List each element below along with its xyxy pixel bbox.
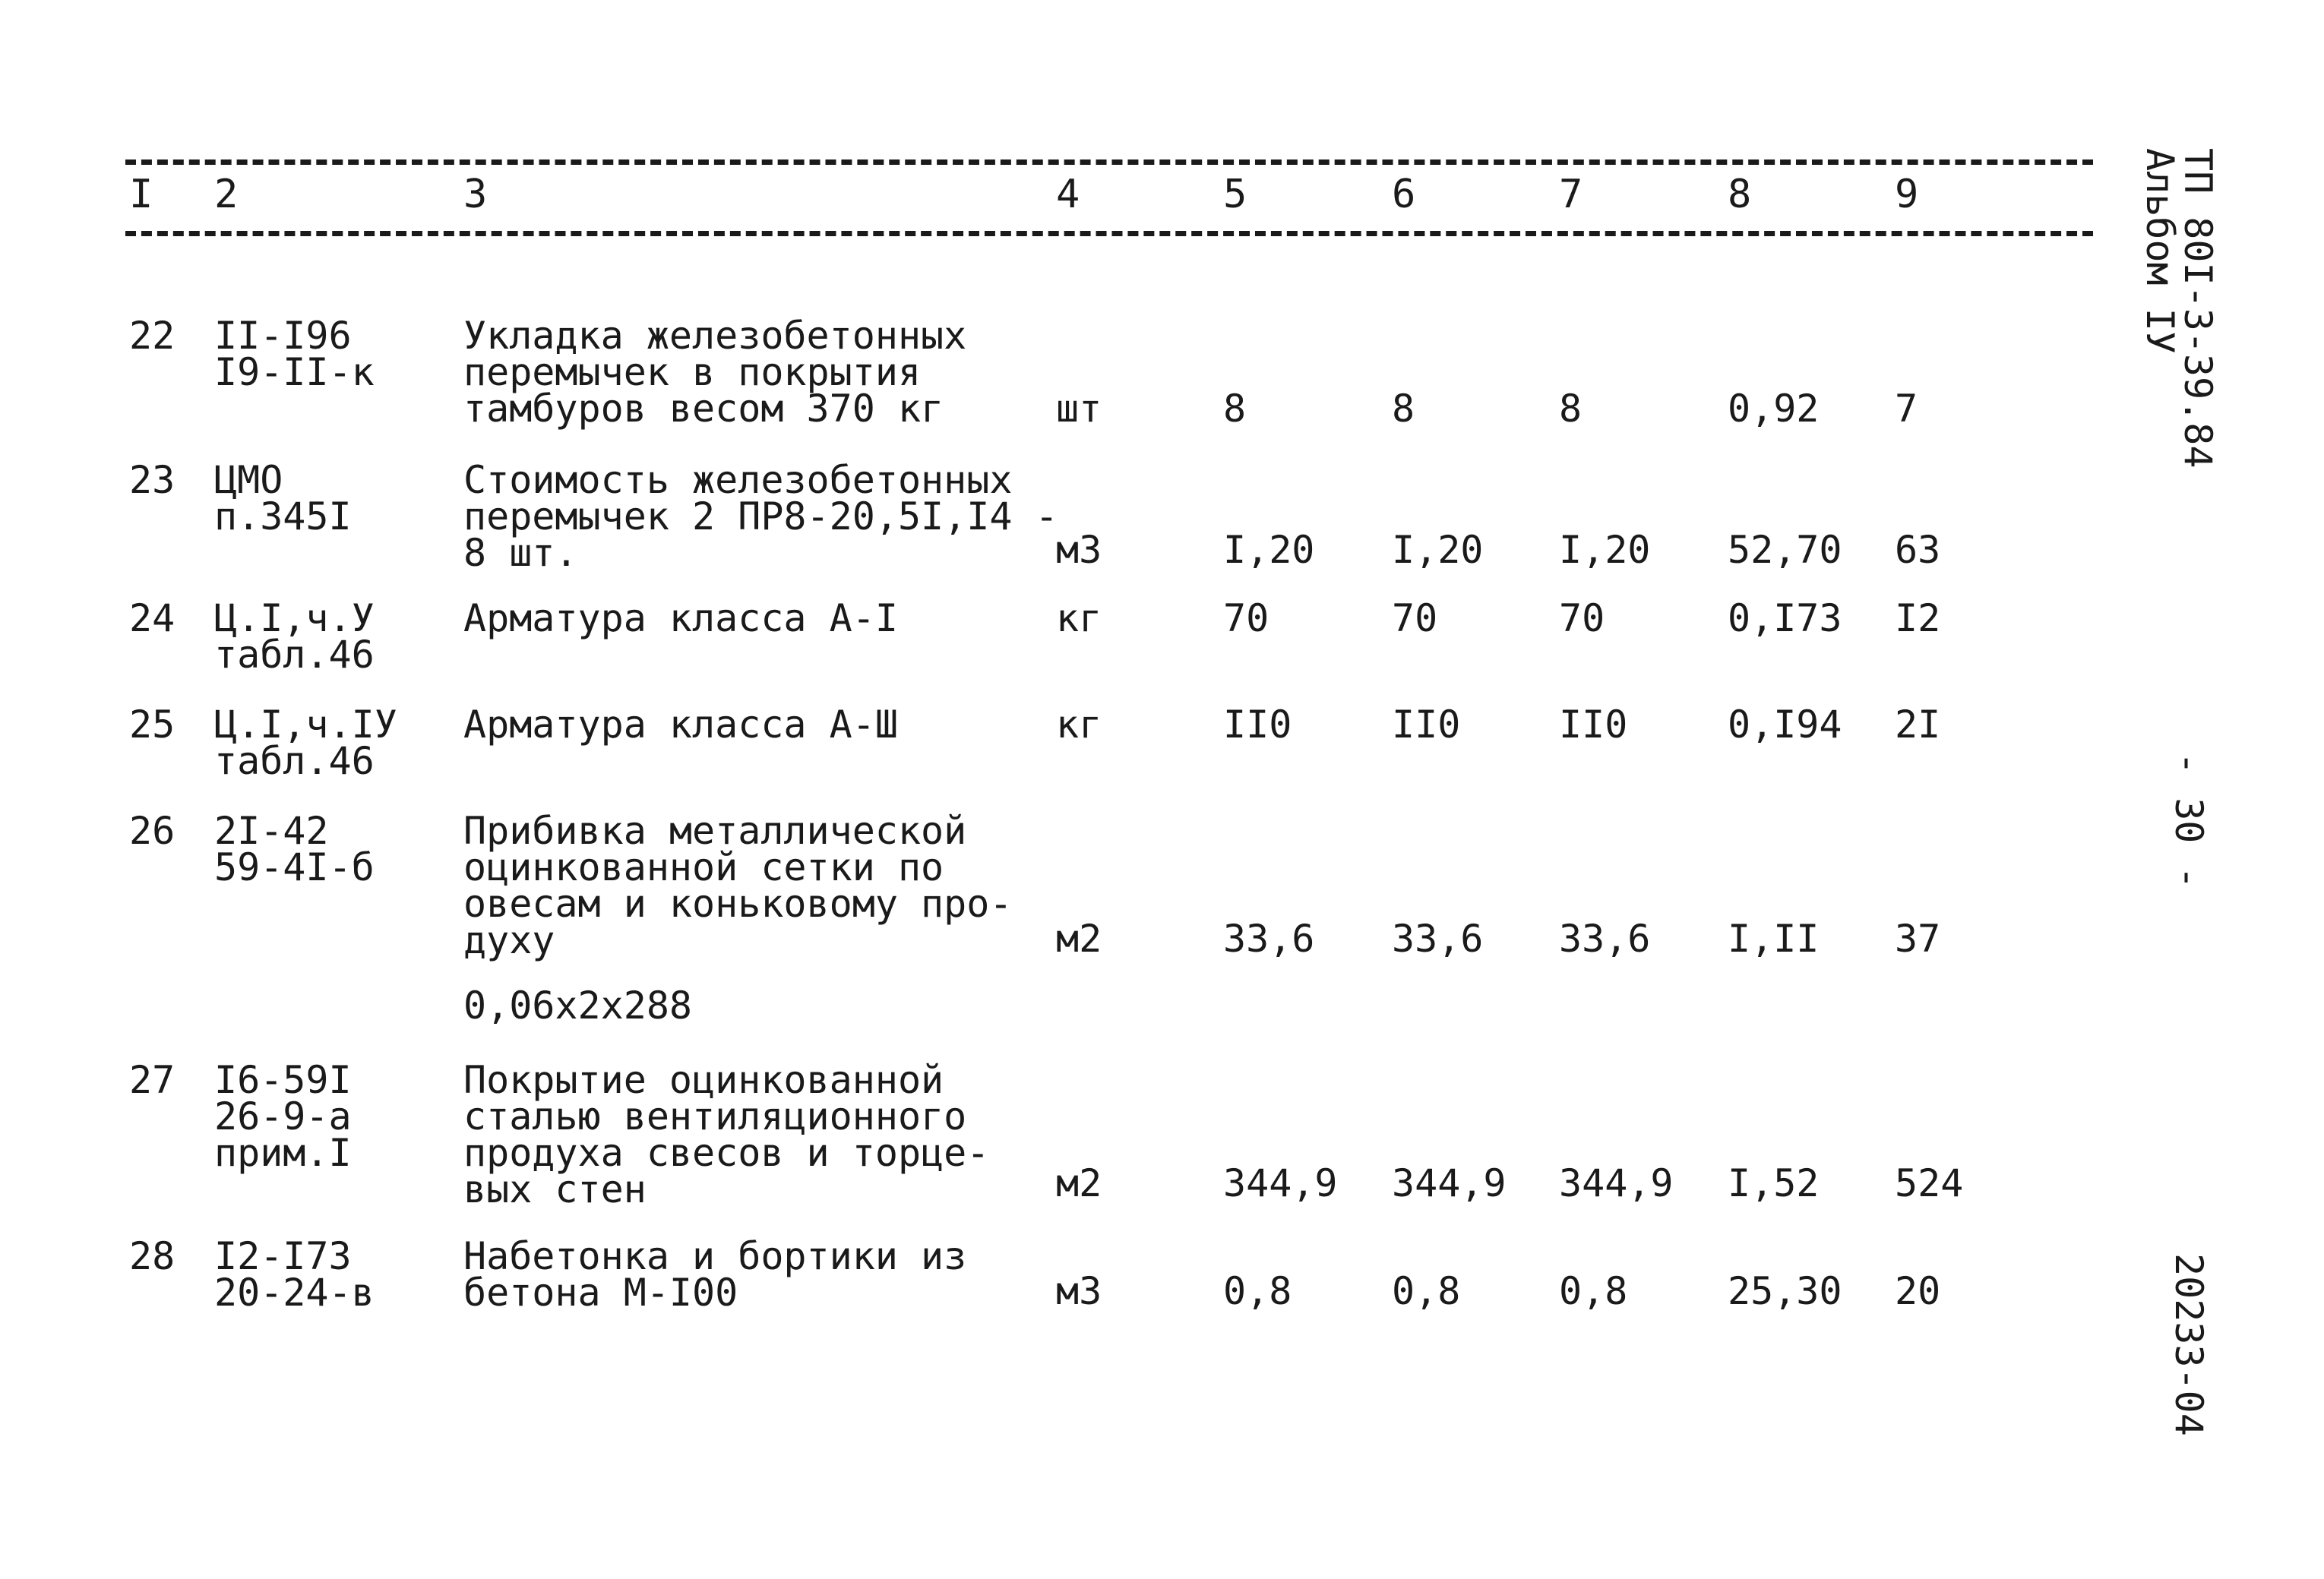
row-code-line: II-I96 bbox=[214, 314, 352, 358]
row-description-line: Стоимость железобетонных bbox=[463, 458, 1013, 502]
row-description-line: вых стен bbox=[463, 1167, 647, 1211]
col-header-9: 9 bbox=[1895, 172, 1919, 217]
row-col6: 70 bbox=[1392, 596, 1438, 640]
row-col5: 70 bbox=[1223, 596, 1270, 640]
row-description-line: бетона М-I00 bbox=[463, 1271, 738, 1315]
row-col5: 344,9 bbox=[1223, 1161, 1338, 1205]
row-code-line: 26-9-а bbox=[214, 1094, 352, 1138]
row-col5: 0,8 bbox=[1223, 1269, 1292, 1313]
row-unit: кг bbox=[1056, 703, 1102, 747]
row-unit: кг bbox=[1056, 596, 1102, 640]
row-description-line: овесам и коньковому про- bbox=[463, 882, 1013, 926]
row-description-line: перемычек в покрытия bbox=[463, 350, 922, 394]
row-col9: 524 bbox=[1895, 1161, 1964, 1205]
row-code-line: прим.I bbox=[214, 1131, 352, 1175]
document-code: ТП 80I-3-39.84 bbox=[2176, 148, 2220, 469]
row-number: 22 bbox=[129, 314, 175, 358]
row-number: 26 bbox=[129, 809, 175, 853]
row-description-line: 8 шт. bbox=[463, 531, 578, 575]
row-col5: 8 bbox=[1223, 387, 1247, 431]
row-code-line: I9-II-к bbox=[214, 350, 375, 394]
row-col6: 0,8 bbox=[1392, 1269, 1461, 1313]
row-description-line: Укладка железобетонных bbox=[463, 314, 967, 358]
row-col8: I,52 bbox=[1728, 1161, 1820, 1205]
row-description-line: оцинкованной сетки по bbox=[463, 845, 944, 889]
row-description-line: Прибивка металлической bbox=[463, 809, 967, 853]
row-code-line: ЦМО bbox=[214, 458, 283, 502]
col-header-2: 2 bbox=[214, 172, 239, 217]
row-unit: м3 bbox=[1056, 528, 1102, 572]
col-header-3: 3 bbox=[463, 172, 488, 217]
row-code-line: I2-I73 bbox=[214, 1234, 352, 1278]
row-unit: м2 bbox=[1056, 1161, 1102, 1205]
row-col7: I,20 bbox=[1559, 528, 1651, 572]
row-col5: II0 bbox=[1223, 703, 1292, 747]
row-description-line: перемычек 2 ПР8-20,5I,I4 - bbox=[463, 494, 1058, 538]
row-description-line: продуха свесов и торце- bbox=[463, 1131, 990, 1175]
row-col8: 0,92 bbox=[1728, 387, 1820, 431]
row-number: 24 bbox=[129, 596, 175, 640]
row-code-line: п.345I bbox=[214, 494, 352, 538]
row-unit: шт bbox=[1056, 387, 1102, 431]
col-header-1: I bbox=[129, 172, 153, 217]
row-col8: 0,I73 bbox=[1728, 596, 1842, 640]
row-col8: 25,30 bbox=[1728, 1269, 1842, 1313]
row-code-line: I6-59I bbox=[214, 1058, 352, 1102]
col-header-7: 7 bbox=[1559, 172, 1583, 217]
row-col7: 0,8 bbox=[1559, 1269, 1628, 1313]
row-code-line: 2I-42 bbox=[214, 809, 329, 853]
row-description-line: Арматура класса А-I bbox=[463, 596, 898, 640]
row-col8: 0,I94 bbox=[1728, 703, 1842, 747]
row-col9: 7 bbox=[1895, 387, 1918, 431]
row-code-line: 20-24-в bbox=[214, 1271, 375, 1315]
row-code-line: табл.46 bbox=[214, 739, 375, 783]
col-header-4: 4 bbox=[1056, 172, 1080, 217]
header-top-rule bbox=[125, 159, 2093, 165]
row-formula: 0,06х2х288 bbox=[463, 984, 693, 1028]
row-col7: 70 bbox=[1559, 596, 1605, 640]
row-col7: 344,9 bbox=[1559, 1161, 1674, 1205]
row-unit: м2 bbox=[1056, 917, 1102, 961]
row-col7: II0 bbox=[1559, 703, 1628, 747]
row-description-line: сталью вентиляционного bbox=[463, 1094, 967, 1138]
row-col6: 8 bbox=[1392, 387, 1415, 431]
col-header-6: 6 bbox=[1392, 172, 1416, 217]
row-col9: 20 bbox=[1895, 1269, 1941, 1313]
col-header-5: 5 bbox=[1223, 172, 1247, 217]
page-number: - 30 - bbox=[2167, 752, 2211, 889]
row-col5: I,20 bbox=[1223, 528, 1315, 572]
row-number: 28 bbox=[129, 1234, 175, 1278]
row-col9: 2I bbox=[1895, 703, 1941, 747]
archive-number: 20233-04 bbox=[2167, 1253, 2211, 1436]
row-description-line: тамбуров весом 370 кг bbox=[463, 387, 944, 431]
row-col6: I,20 bbox=[1392, 528, 1484, 572]
row-col8: 52,70 bbox=[1728, 528, 1842, 572]
row-number: 23 bbox=[129, 458, 175, 502]
row-col8: I,II bbox=[1728, 917, 1820, 961]
row-col9: 63 bbox=[1895, 528, 1941, 572]
row-description-line: Арматура класса А-Ш bbox=[463, 703, 898, 747]
row-code-line: табл.46 bbox=[214, 633, 375, 677]
row-description-line: Набетонка и бортики из bbox=[463, 1234, 967, 1278]
row-number: 25 bbox=[129, 703, 175, 747]
row-col9: I2 bbox=[1895, 596, 1941, 640]
row-col9: 37 bbox=[1895, 917, 1941, 961]
col-header-8: 8 bbox=[1728, 172, 1752, 217]
row-code-line: Ц.I,ч.IУ bbox=[214, 703, 397, 747]
row-code-line: 59-4I-б bbox=[214, 845, 375, 889]
row-unit: м3 bbox=[1056, 1269, 1102, 1313]
row-col6: II0 bbox=[1392, 703, 1461, 747]
row-description-line: Покрытие оцинкованной bbox=[463, 1058, 944, 1102]
row-col7: 8 bbox=[1559, 387, 1583, 431]
row-number: 27 bbox=[129, 1058, 175, 1102]
row-col6: 33,6 bbox=[1392, 917, 1484, 961]
row-description-line: духу bbox=[463, 918, 555, 962]
album-label: Альбом IУ bbox=[2138, 148, 2182, 354]
row-col6: 344,9 bbox=[1392, 1161, 1507, 1205]
row-col5: 33,6 bbox=[1223, 917, 1315, 961]
header-bottom-rule bbox=[125, 231, 2093, 236]
row-code-line: Ц.I,ч.У bbox=[214, 596, 375, 640]
row-col7: 33,6 bbox=[1559, 917, 1651, 961]
